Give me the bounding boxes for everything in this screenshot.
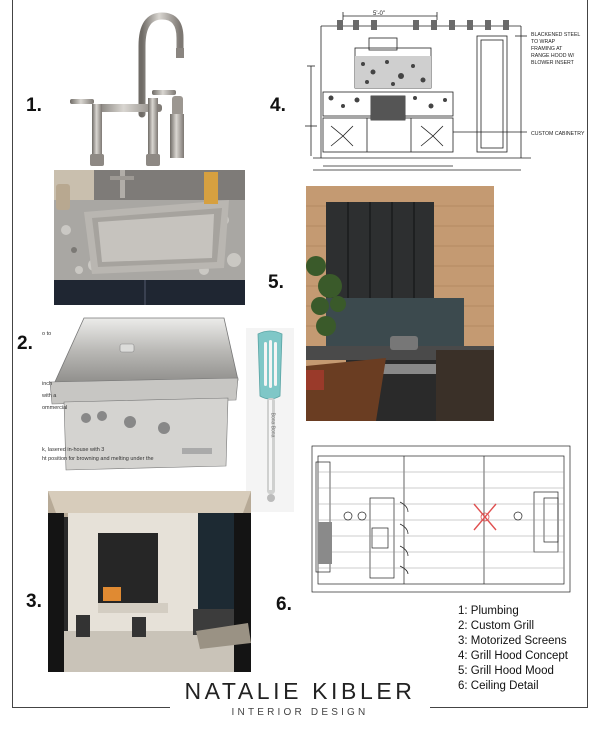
section-number-4: 4. [270,95,286,116]
section-number-3: 3. [26,591,42,612]
section-number-5: 5. [268,272,284,293]
elevation-dim-top: 5'-0" [373,11,385,17]
legend-item: 2: Custom Grill [458,620,535,632]
section-number-1: 1. [26,95,42,116]
brand-subtitle: INTERIOR DESIGN [231,707,369,718]
faucet-image [62,6,202,170]
grill-spec-line: o to [42,331,52,337]
grill-spec-line: inch [42,381,53,387]
spatula-image [246,328,294,512]
elevation-note-line: RANGE HOOD W/ [531,53,575,59]
grill-spec-line: k, lasered in-house with 3 [42,447,105,453]
legend-item: 3: Motorized Screens [458,635,567,647]
elevation-note-line: BLACKENED STEEL [531,32,581,38]
elevation-note-line: TO WRAP [531,39,556,45]
grill-spec-line: ommercial [42,405,68,411]
elevation-note-cabinet: CUSTOM CABINETRY [531,131,585,137]
grill-hood-elevation-drawing [303,6,585,174]
frame-right-border [587,0,588,708]
brand-name: NATALIE KIBLER [184,678,416,704]
grill-spec-line: with a [42,393,57,399]
grill-hood-mood-photo [306,186,494,421]
frame-bottom-border-left [12,707,170,708]
frame-bottom-border-right [430,707,588,708]
legend-item: 1: Plumbing [458,605,519,617]
spatula-brand-text: Bona Bona [269,412,276,438]
legend-item: 5: Grill Hood Mood [458,665,554,677]
ceiling-detail-plan [308,442,574,598]
grill-spec-line: ht position for browning and melting under the [42,456,154,462]
section-number-6: 6. [276,594,292,615]
section-number-2: 2. [17,333,33,354]
elevation-note-line: FRAMING AT [531,46,563,52]
legend-item: 6: Ceiling Detail [458,680,539,692]
grill-spec-text [42,328,102,458]
patio-photo [48,491,251,672]
grill-spec-footer [42,446,242,472]
sink-image [54,170,245,305]
frame-left-border [12,0,13,708]
elevation-note-line: BLOWER INSERT [531,60,574,66]
legend-list [458,604,568,694]
legend-item: 4: Grill Hood Concept [458,650,568,662]
brand-logo [150,678,450,718]
